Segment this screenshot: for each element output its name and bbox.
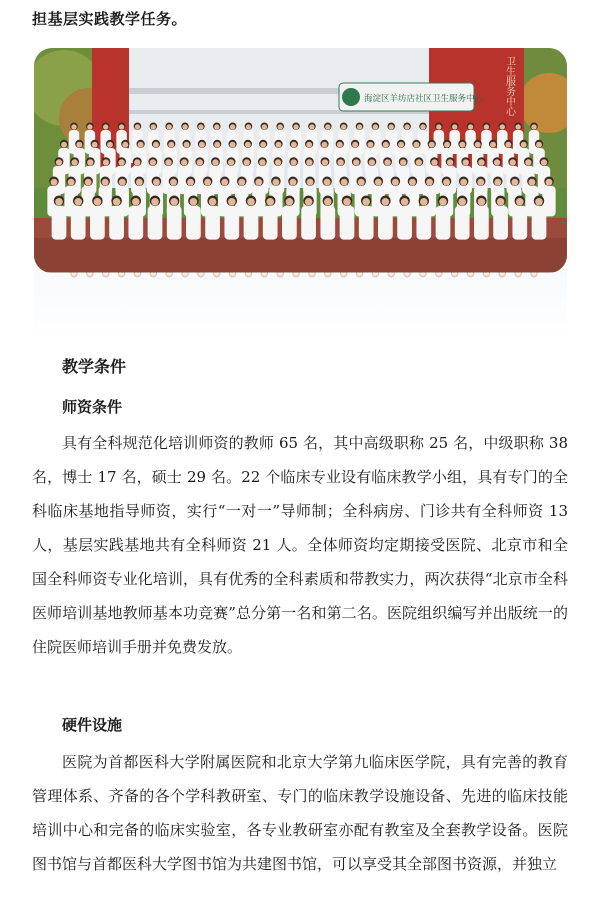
person-coat (320, 206, 335, 240)
person-face (187, 179, 194, 186)
group-photo-drawing (34, 48, 567, 273)
photo-sign-text: 海淀区羊坊店社区卫生服务中心 (364, 94, 484, 104)
person-face (400, 159, 406, 165)
hardware-text: 医院为首都医科大学附属医院和北京大学第九临床医学院，具有完善的教育管理体系、齐备的各个学科教研室、专门的临床教学设施设备、先进的临床技能培训中心和完备的临床实验室，各专业教研室亦配有教室及全套教学设备。医院图书馆与首都医科大学图书馆为共建图书馆，可以享受其全部图书资源，并独立 (32, 753, 568, 873)
person-face (324, 198, 332, 206)
person-face (247, 198, 255, 206)
person-face (209, 198, 217, 206)
section-title: 教学条件 (62, 357, 127, 376)
person-coat (474, 206, 489, 240)
person-coat (532, 206, 547, 240)
person-face (367, 142, 373, 148)
person-face (398, 142, 404, 148)
person-face (389, 124, 394, 129)
person-face (322, 142, 328, 148)
person-face (278, 124, 283, 129)
photo-reflection (34, 272, 567, 352)
person-face (369, 159, 375, 165)
faculty-text: 具有全科规范化培训师资的教师 65 名，其中高级职称 25 名，中级职称 38 名，博士 17 名，硕士 29 名。22 个临床专业设有临床教学小组，具有专门的全科临床基地指导师资，实行“一对一”导师制；全科病房、门诊共有全科师资 13 人，基层实践基地共有全科师资 21 人。全体师资均定期接受医院、北京市和全国全科师资专业化培训，具有优秀的全科素质和带教实力，两次获得“北京市全科医师培训基地教师基本功竞赛”总分第一名和第二名。医院组织编写并出版统一的住院医师培训手册并免费发放。 (32, 434, 568, 656)
person-face (150, 159, 156, 165)
person-face (500, 124, 505, 129)
person-face (324, 179, 331, 186)
person-face (153, 142, 159, 148)
person-face (68, 179, 75, 186)
person-face (184, 142, 190, 148)
person-face (228, 198, 236, 206)
person-coat (416, 206, 431, 240)
person-face (230, 142, 236, 148)
person-coat (90, 206, 105, 240)
person-face (214, 142, 220, 148)
intro-line: 担基层实践教学任务。 (32, 10, 188, 28)
person-face (221, 179, 228, 186)
person-coat (109, 206, 124, 240)
person-coat (455, 206, 470, 240)
person-coat (244, 206, 259, 240)
person-coat (359, 206, 374, 240)
person-face (529, 179, 536, 186)
person-face (477, 179, 484, 186)
person-face (134, 159, 140, 165)
person-coat (378, 206, 393, 240)
person-face (325, 124, 330, 129)
group-photo (34, 48, 567, 273)
person-face (238, 179, 245, 186)
person-face (51, 179, 58, 186)
person-face (132, 198, 140, 206)
person-face (291, 142, 297, 148)
person-face (420, 124, 425, 129)
person-face (382, 198, 390, 206)
person-face (118, 159, 124, 165)
person-face (337, 142, 343, 148)
person-face (55, 198, 63, 206)
person-face (103, 159, 109, 165)
person-face (94, 198, 102, 206)
person-face (181, 159, 187, 165)
person-face (168, 142, 174, 148)
person-face (447, 159, 453, 165)
person-face (525, 159, 531, 165)
person-face (166, 124, 171, 129)
person-face (305, 198, 313, 206)
person-face (521, 142, 527, 148)
person-face (135, 124, 140, 129)
person-face (362, 198, 370, 206)
person-face (404, 124, 409, 129)
person-face (460, 179, 467, 186)
person-face (87, 159, 93, 165)
person-face (153, 179, 160, 186)
person-face (61, 142, 67, 148)
person-face (107, 142, 113, 148)
person-face (353, 159, 359, 165)
person-face (119, 179, 126, 186)
person-coat (224, 206, 239, 240)
person-coat (301, 206, 316, 240)
person-face (190, 198, 198, 206)
person-face (490, 142, 496, 148)
person-face (307, 179, 314, 186)
person-face (119, 124, 124, 129)
person-face (255, 179, 262, 186)
photo-sign-logo (342, 88, 360, 106)
person-face (309, 124, 314, 129)
faculty-paragraph (32, 426, 568, 664)
person-face (214, 124, 219, 129)
person-face (475, 142, 481, 148)
faculty-heading: 师资条件 (62, 398, 123, 416)
person-coat (493, 206, 508, 240)
person-face (420, 198, 428, 206)
person-face (151, 124, 156, 129)
person-coat (186, 206, 201, 240)
person-face (511, 179, 518, 186)
person-face (138, 142, 144, 148)
person-face (452, 124, 457, 129)
person-coat (167, 206, 182, 240)
person-face (375, 179, 382, 186)
person-coat (205, 206, 220, 240)
hardware-heading: 硬件设施 (62, 716, 123, 734)
person-coat (436, 206, 451, 240)
person-face (429, 142, 435, 148)
person-coat (52, 206, 67, 240)
person-face (74, 198, 82, 206)
person-face (286, 198, 294, 206)
person-face (436, 124, 441, 129)
person-face (341, 179, 348, 186)
person-face (515, 124, 520, 129)
person-face (71, 124, 76, 129)
person-face (383, 142, 389, 148)
person-face (413, 142, 419, 148)
person-face (444, 142, 450, 148)
person-face (535, 198, 543, 206)
person-face (352, 142, 358, 148)
hardware-paragraph (32, 745, 568, 881)
person-face (56, 159, 62, 165)
person-face (358, 179, 365, 186)
person-face (198, 124, 203, 129)
person-face (170, 198, 178, 206)
person-face (536, 142, 542, 148)
person-face (76, 142, 82, 148)
person-face (102, 179, 109, 186)
person-coat (71, 206, 86, 240)
person-face (122, 142, 128, 148)
person-face (401, 198, 409, 206)
person-coat (128, 206, 143, 240)
person-face (357, 124, 362, 129)
person-face (541, 159, 547, 165)
person-face (260, 142, 266, 148)
person-face (458, 198, 466, 206)
person-face (87, 124, 92, 129)
person-face (103, 124, 108, 129)
person-face (494, 159, 500, 165)
person-face (151, 198, 159, 206)
person-face (197, 159, 203, 165)
person-face (463, 159, 469, 165)
person-face (275, 159, 281, 165)
person-face (165, 159, 171, 165)
person-coat (282, 206, 297, 240)
person-face (484, 124, 489, 129)
person-face (322, 159, 328, 165)
person-face (416, 159, 422, 165)
person-face (510, 159, 516, 165)
person-face (546, 179, 553, 186)
person-face (266, 198, 274, 206)
person-face (505, 142, 511, 148)
person-face (384, 159, 390, 165)
person-face (291, 159, 297, 165)
person-face (306, 159, 312, 165)
person-face (136, 179, 143, 186)
person-face (459, 142, 465, 148)
person-coat (512, 206, 527, 240)
person-face (337, 159, 343, 165)
person-face (516, 198, 524, 206)
person-face (204, 179, 211, 186)
person-face (306, 142, 312, 148)
person-coat (340, 206, 355, 240)
person-face (71, 159, 77, 165)
person-face (343, 198, 351, 206)
person-face (244, 159, 250, 165)
person-face (276, 142, 282, 148)
person-face (431, 159, 437, 165)
person-face (468, 124, 473, 129)
person-face (373, 124, 378, 129)
person-face (293, 124, 298, 129)
person-face (341, 124, 346, 129)
person-face (182, 124, 187, 129)
photo-side-sign: 卫生服务中心 (503, 56, 515, 116)
person-face (494, 179, 501, 186)
person-face (478, 198, 486, 206)
person-face (113, 198, 121, 206)
person-coat (148, 206, 163, 240)
person-face (478, 159, 484, 165)
person-face (230, 124, 235, 129)
person-coat (263, 206, 278, 240)
person-face (531, 124, 536, 129)
person-face (245, 142, 251, 148)
person-face (228, 159, 234, 165)
person-face (170, 179, 177, 186)
person-face (199, 142, 205, 148)
person-face (443, 179, 450, 186)
person-face (497, 198, 505, 206)
person-face (392, 179, 399, 186)
person-face (92, 142, 98, 148)
person-face (426, 179, 433, 186)
person-face (439, 198, 447, 206)
person-face (272, 179, 279, 186)
person-face (290, 179, 297, 186)
person-face (409, 179, 416, 186)
person-face (212, 159, 218, 165)
person-face (259, 159, 265, 165)
person-face (85, 179, 92, 186)
person-face (246, 124, 251, 129)
person-coat (397, 206, 412, 240)
person-face (262, 124, 267, 129)
